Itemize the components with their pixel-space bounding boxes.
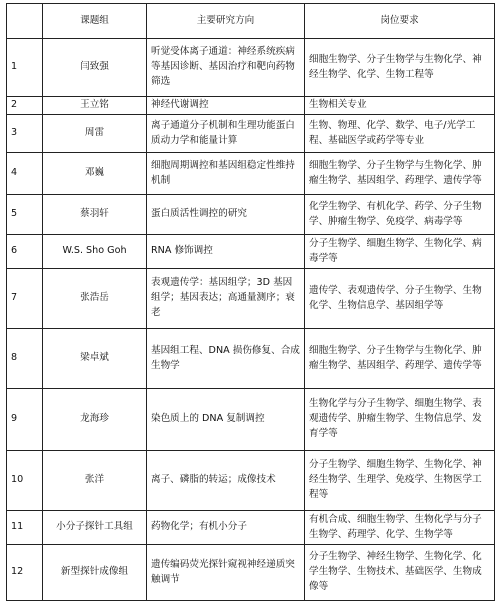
group-name-cell: 新型探针成像组 xyxy=(43,545,147,601)
table-header xyxy=(7,4,495,39)
research-direction-cell: 听觉受体离子通道：神经系统疾病等基因诊断、基因治疗和靶向药物筛选 xyxy=(147,39,305,97)
row-index-cell: 7 xyxy=(7,269,43,329)
group-name-cell: 小分子探针工具组 xyxy=(43,511,147,545)
recruitment-table xyxy=(6,3,495,601)
research-direction-cell: 基因组工程、DNA 损伤修复、合成生物学 xyxy=(147,329,305,389)
group-name-cell: 王立铭 xyxy=(43,97,147,115)
group-name-cell: 龙海珍 xyxy=(43,389,147,451)
row-index-cell: 6 xyxy=(7,235,43,269)
requirement-cell: 遗传学、表观遗传学、分子生物学、生物化学、生物信息学、基因组学等 xyxy=(305,269,495,329)
row-index-cell: 8 xyxy=(7,329,43,389)
table-row xyxy=(7,451,495,511)
group-name-cell: 闫致强 xyxy=(43,39,147,97)
requirement-cell: 生物化学与分子生物学、细胞生物学、表观遗传学、肿瘤生物学、生物信息学、发育学等 xyxy=(305,389,495,451)
requirement-cell: 生物相关专业 xyxy=(305,97,495,115)
header-index xyxy=(7,4,43,39)
research-direction-cell: 遗传编码荧光探针窥视神经递质突触调节 xyxy=(147,545,305,601)
header-group: 课题组 xyxy=(43,4,147,39)
table-row xyxy=(7,195,495,235)
research-direction-cell: 离子通道分子机制和生理功能蛋白质动力学和能量计算 xyxy=(147,115,305,153)
requirement-cell: 有机合成、细胞生物学、生物化学与分子生物学、药理学、化学、生物学等 xyxy=(305,511,495,545)
group-name-cell: 张洋 xyxy=(43,451,147,511)
table-row xyxy=(7,39,495,97)
row-index-cell: 9 xyxy=(7,389,43,451)
requirement-cell: 细胞生物学、分子生物学与生物化学、肿瘤生物学、基因组学、药理学、遗传学等 xyxy=(305,329,495,389)
group-name-cell: 周雷 xyxy=(43,115,147,153)
table-body xyxy=(7,39,495,601)
research-direction-cell: 染色质上的 DNA 复制调控 xyxy=(147,389,305,451)
header-requirement: 岗位要求 xyxy=(305,4,495,39)
group-name-cell: W.S. Sho Goh xyxy=(43,235,147,269)
table-row xyxy=(7,329,495,389)
row-index-cell: 12 xyxy=(7,545,43,601)
requirement-cell: 分子生物学、神经生物学、生物化学、化学生物学、生物技术、基础医学、生物成像等 xyxy=(305,545,495,601)
row-index-cell: 5 xyxy=(7,195,43,235)
header-direction: 主要研究方向 xyxy=(147,4,305,39)
research-direction-cell: 药物化学；有机小分子 xyxy=(147,511,305,545)
requirement-cell: 细胞生物学、分子生物学与生物化学、肿瘤生物学、基因组学、药理学、遗传学等 xyxy=(305,153,495,195)
row-index-cell: 4 xyxy=(7,153,43,195)
table-row xyxy=(7,545,495,601)
group-name-cell: 邓巍 xyxy=(43,153,147,195)
research-direction-cell: 细胞周期调控和基因组稳定性维持机制 xyxy=(147,153,305,195)
row-index-cell: 1 xyxy=(7,39,43,97)
research-direction-cell: 蛋白质活性调控的研究 xyxy=(147,195,305,235)
table-row xyxy=(7,97,495,115)
row-index-cell: 11 xyxy=(7,511,43,545)
research-direction-cell: 表观遗传学：基因组学；3D 基因组学；基因表达；高通量测序；衰老 xyxy=(147,269,305,329)
group-name-cell: 张浩岳 xyxy=(43,269,147,329)
research-direction-cell: RNA 修饰调控 xyxy=(147,235,305,269)
row-index-cell: 10 xyxy=(7,451,43,511)
requirement-cell: 细胞生物学、分子生物学与生物化学、神经生物学、化学、生物工程等 xyxy=(305,39,495,97)
requirement-cell: 分子生物学、细胞生物学、生物化学、神经生物学、生理学、免疫学、生物医学工程等 xyxy=(305,451,495,511)
table-row xyxy=(7,269,495,329)
research-direction-cell: 神经代谢调控 xyxy=(147,97,305,115)
table-row xyxy=(7,115,495,153)
group-name-cell: 梁卓斌 xyxy=(43,329,147,389)
row-index-cell: 2 xyxy=(7,97,43,115)
requirement-cell: 分子生物学、细胞生物学、生物化学、病毒学等 xyxy=(305,235,495,269)
requirement-cell: 生物、物理、化学、数学、电子/光学工程、基础医学或药学等专业 xyxy=(305,115,495,153)
research-direction-cell: 离子、磷脂的转运；成像技术 xyxy=(147,451,305,511)
table-row xyxy=(7,235,495,269)
group-name-cell: 蔡羽轩 xyxy=(43,195,147,235)
table-row xyxy=(7,153,495,195)
table-row xyxy=(7,511,495,545)
table-row xyxy=(7,389,495,451)
header-row xyxy=(7,4,495,39)
row-index-cell: 3 xyxy=(7,115,43,153)
requirement-cell: 化学生物学、有机化学、药学、分子生物学、肿瘤生物学、免疫学、病毒学等 xyxy=(305,195,495,235)
